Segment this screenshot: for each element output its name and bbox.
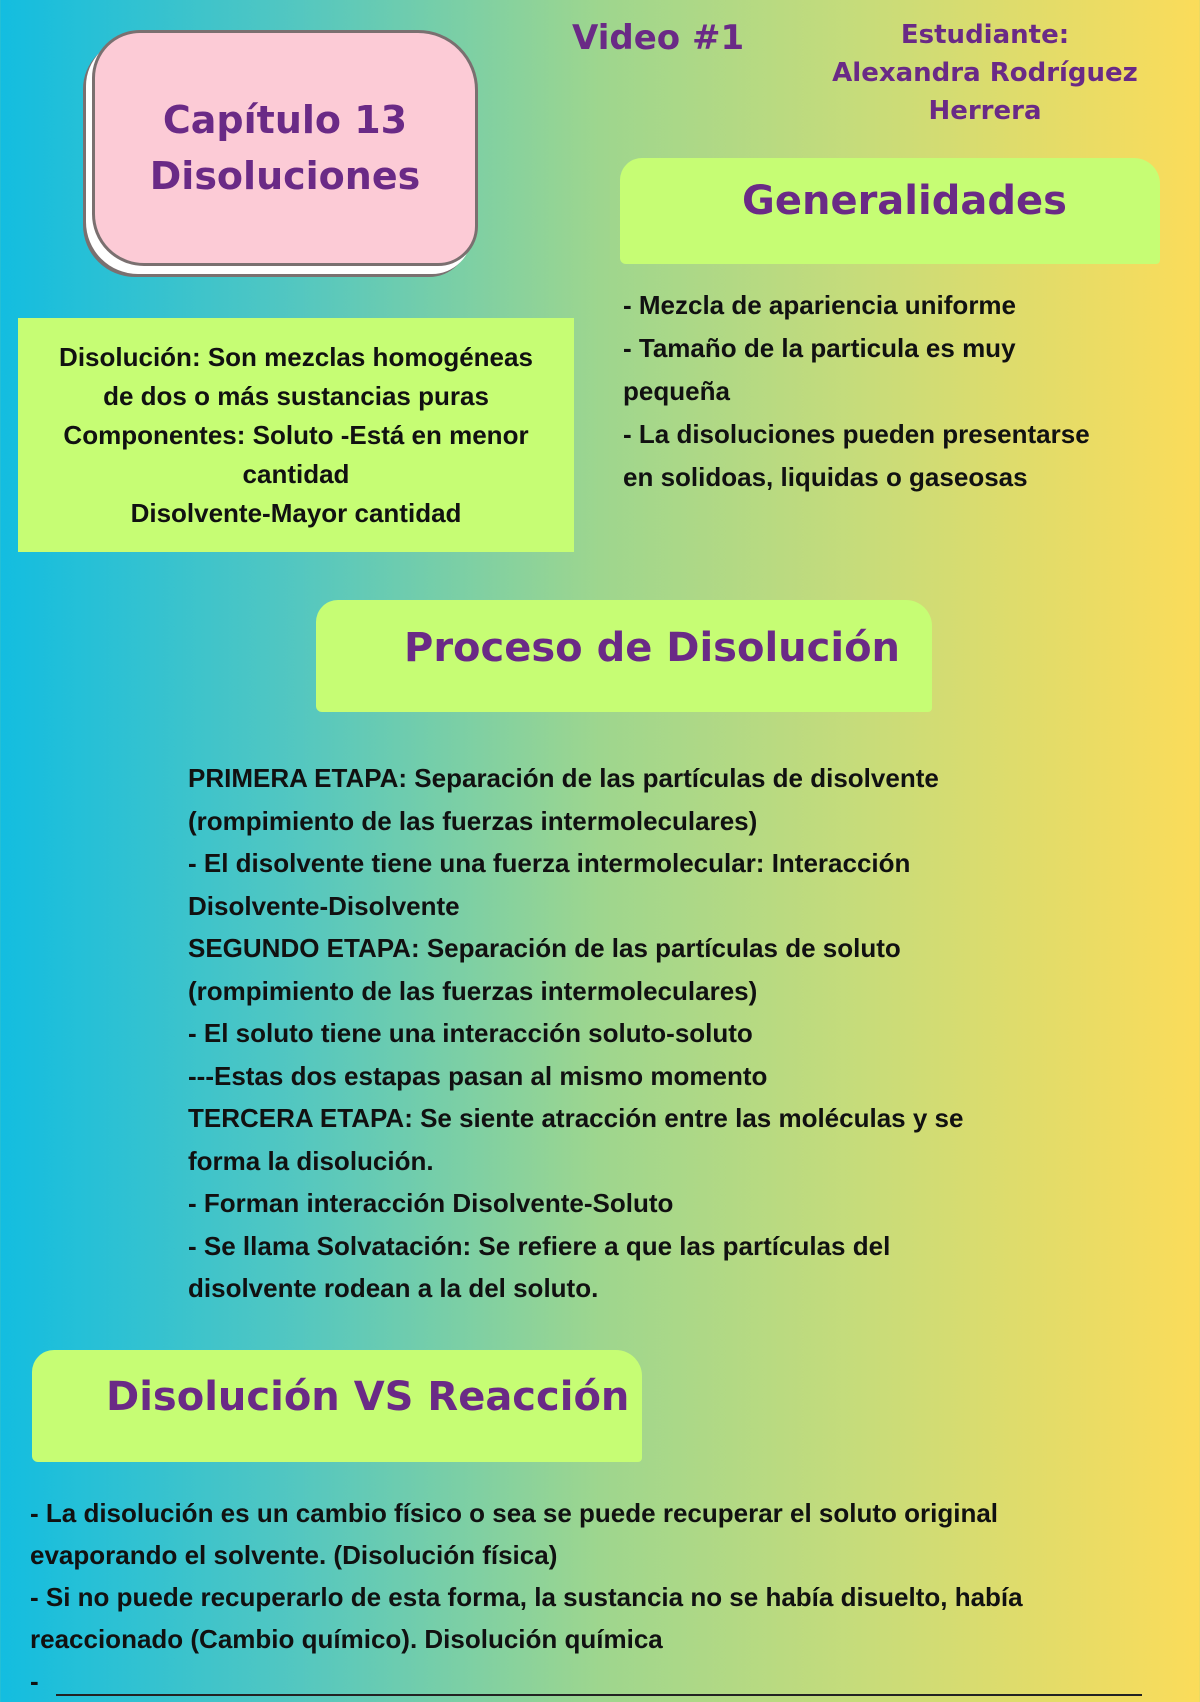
proceso-line: Disolvente-Disolvente	[188, 890, 460, 921]
comparacion-title: Disolución VS Reacción	[106, 1374, 630, 1420]
proceso-line: - El disolvente tiene una fuerza intermolecular: Interacción	[188, 848, 911, 878]
comparacion-line: reaccionado (Cambio químico). Disolución química	[30, 1624, 663, 1654]
proceso-line: (rompimiento de las fuerzas intermoleculares)	[188, 975, 758, 1006]
proceso-line: ---Estas dos estapas pasan al mismo momento	[188, 1060, 768, 1091]
proceso-line: (rompimiento de las fuerzas intermoleculares)	[188, 805, 758, 836]
proceso-line: forma la disolución.	[188, 1145, 434, 1176]
proceso-list	[188, 757, 1148, 1310]
proceso-line: - Se llama Solvatación: Se refiere a que las partículas del	[188, 1230, 891, 1261]
chapter-number: Capítulo 13	[162, 98, 408, 142]
definition-line: cantidad	[242, 458, 350, 489]
definition-line: Disolvente-Mayor cantidad	[130, 497, 462, 528]
chapter-topic: Disoluciones	[149, 154, 421, 198]
proceso-line: SEGUNDO ETAPA: Separación de las partículas de soluto	[188, 933, 901, 963]
proceso-line: PRIMERA ETAPA: Separación de las partículas de disolvente	[188, 763, 939, 793]
generalidades-item: pequeña	[623, 376, 730, 406]
comparacion-list	[30, 1492, 1180, 1702]
student-name: Alexandra Rodríguez Herrera	[832, 58, 1138, 126]
generalidades-list	[623, 284, 1183, 499]
video-label: Video #1	[572, 18, 745, 58]
comparacion-line: - La disolución es un cambio físico o sea se puede recuperar el soluto original	[30, 1498, 999, 1528]
definition-line: de dos o más sustancias puras	[103, 380, 489, 411]
definition-box	[18, 318, 574, 552]
proceso-line: - El soluto tiene una interacción soluto-soluto	[188, 1018, 753, 1048]
student-label: Estudiante:	[900, 20, 1070, 50]
definition-line: Componentes: Soluto -Está en menor	[63, 419, 529, 450]
generalidades-item: - Tamaño de la particula es muy	[623, 333, 1016, 363]
comparacion-line: - Si no puede recuperarlo de esta forma, la sustancia no se había disuelto, había	[30, 1582, 1023, 1612]
definition-line: Disolución: Son mezclas homogéneas	[59, 341, 533, 372]
comparacion-line: -	[30, 1666, 39, 1696]
generalidades-item: - La disoluciones pueden presentarse	[623, 419, 1090, 449]
bottom-divider	[56, 1694, 1142, 1696]
proceso-line: - Forman interacción Disolvente-Soluto	[188, 1188, 674, 1218]
student-block	[775, 16, 1195, 130]
generalidades-item: en solidoas, liquidas o gaseosas	[623, 462, 1028, 492]
proceso-line: TERCERA ETAPA: Se siente atracción entre las moléculas y se	[188, 1103, 964, 1133]
generalidades-title: Generalidades	[742, 178, 1067, 224]
comparacion-line: evaporando el solvente. (Disolución física)	[30, 1540, 558, 1570]
proceso-line: disolvente rodean a la del soluto.	[188, 1273, 599, 1303]
chapter-title-card	[92, 30, 478, 266]
generalidades-item: - Mezcla de apariencia uniforme	[623, 290, 1017, 320]
proceso-title: Proceso de Disolución	[404, 625, 901, 671]
